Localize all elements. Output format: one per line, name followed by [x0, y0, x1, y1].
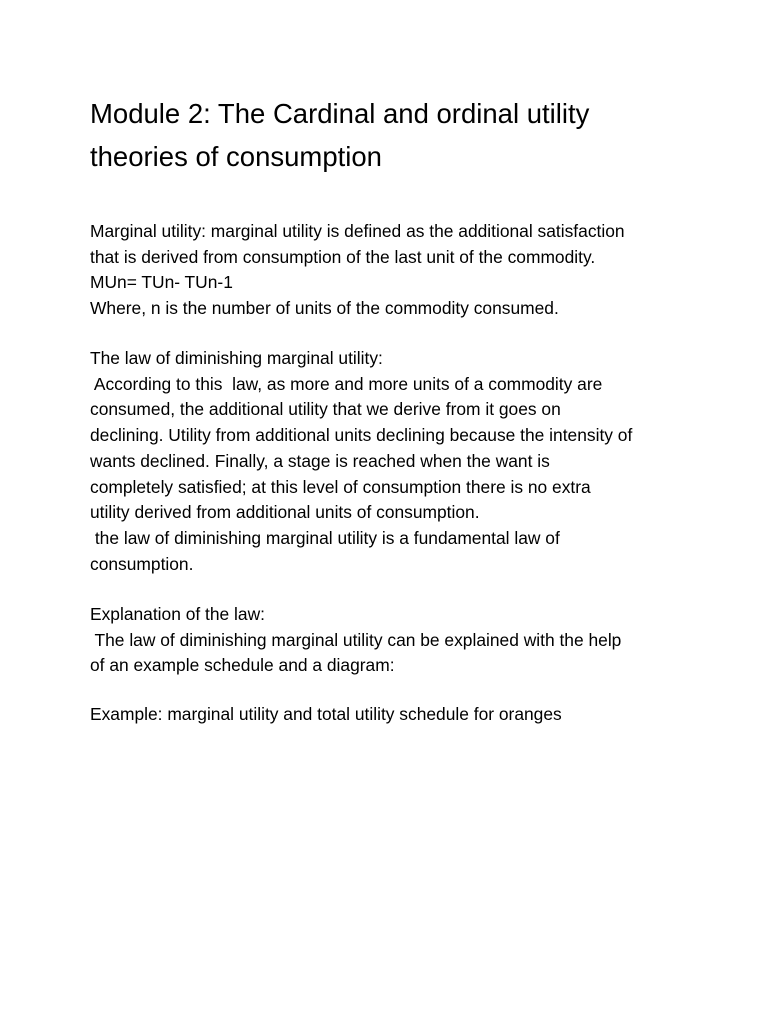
title-line: theories of consumption: [90, 141, 382, 172]
text-line: Marginal utility: marginal utility is defined as the additional satisfaction: [90, 221, 625, 241]
example-heading: Example: marginal utility and total utility schedule for oranges: [90, 704, 562, 724]
text-line: declining. Utility from additional units declining because the intensity of: [90, 425, 633, 446]
title-line: Module 2: The Cardinal and ordinal utility: [90, 98, 590, 129]
page-title: [90, 92, 710, 178]
text-line: utility derived from additional units of consumption.: [90, 502, 480, 523]
example-paragraph: [90, 702, 720, 728]
formula-line: MUn= TUn- TUn-1: [90, 272, 233, 293]
text-line: The law of diminishing marginal utility can be explained with the help: [90, 629, 622, 650]
text-line: the law of diminishing marginal utility is a fundamental law of: [90, 527, 560, 548]
section-heading: The law of diminishing marginal utility:: [90, 348, 383, 368]
marginal-utility-paragraph: [90, 219, 720, 322]
section-heading: Explanation of the law:: [90, 604, 265, 624]
text-line: Where, n is the number of units of the commodity consumed.: [90, 298, 559, 319]
text-line: that is derived from consumption of the last unit of the commodity.: [90, 246, 596, 267]
text-line: wants declined. Finally, a stage is reached when the want is: [90, 450, 550, 471]
text-line: of an example schedule and a diagram:: [90, 655, 395, 676]
law-paragraph: [90, 346, 720, 577]
text-line: consumed, the additional utility that we derive from it goes on: [90, 399, 561, 420]
text-line: consumption.: [90, 553, 194, 574]
text-line: According to this law, as more and more units of a commodity are: [90, 373, 603, 394]
text-line: completely satisfied; at this level of consumption there is no extra: [90, 476, 591, 497]
explanation-paragraph: [90, 602, 720, 679]
